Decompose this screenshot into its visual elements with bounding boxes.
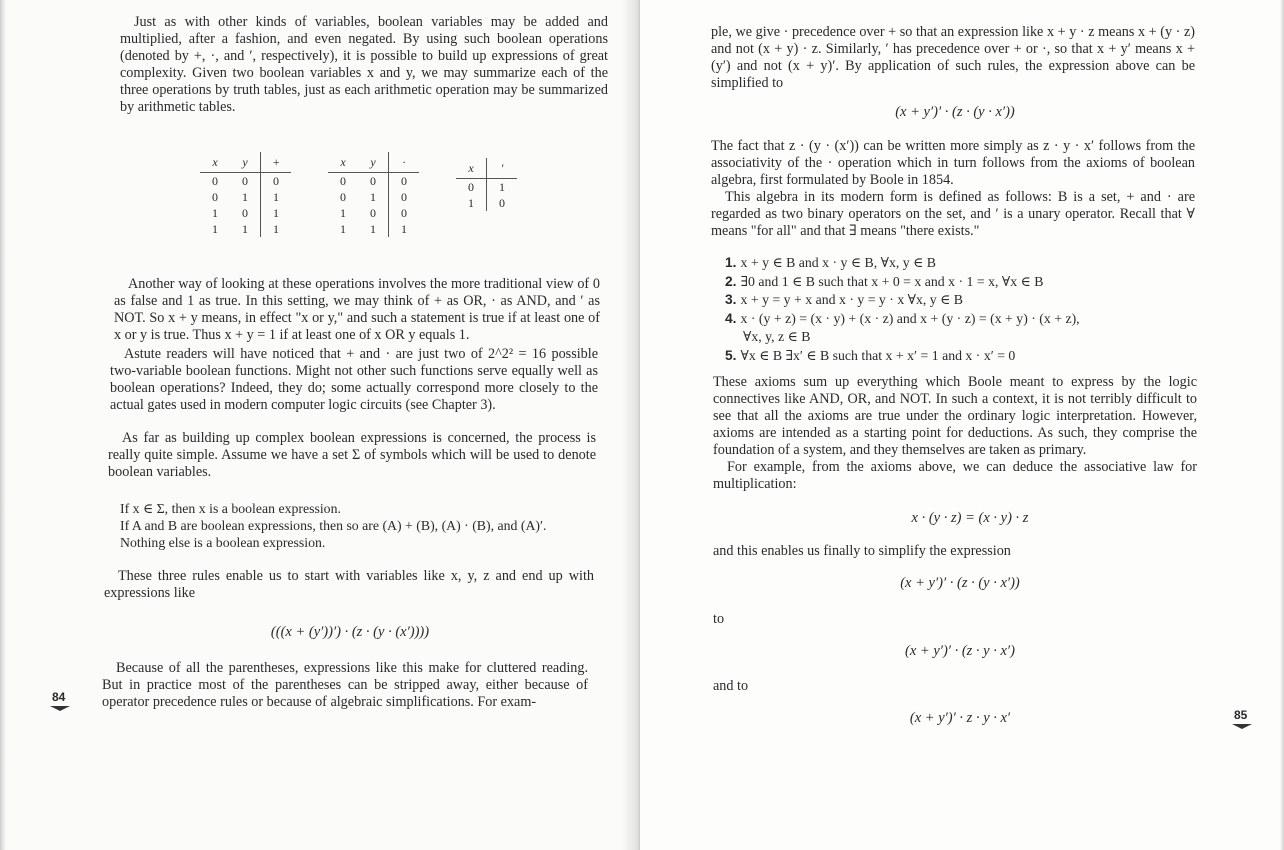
rule-item: If x ∈ Σ, then x is a boolean expression. xyxy=(120,501,341,516)
page-edge-shadow xyxy=(0,0,6,850)
word-to: to xyxy=(713,611,725,627)
expression-associative-law: x · (y · z) = (x · y) · z xyxy=(911,510,1029,526)
truth-table-not: x ′ 0 1 1 0 xyxy=(456,158,517,211)
left-page xyxy=(0,0,640,850)
expression-simplified-4: (x + y′)′ · z · y · x′ xyxy=(909,710,1011,726)
expression-simplified-1: (x + y′)′ · (z · (y · x′)) xyxy=(895,104,1015,120)
axiom-item: 5. ∀x ∈ B ∃x′ ∈ B such that x + x′ = 1 and x · x′ = 0 xyxy=(725,347,1016,363)
paragraph-for-example: For example, from the axioms above, we can deduce the associative law for multiplication: xyxy=(713,459,1197,492)
truth-table-or: x y + 0 0 0 0 1 1 1 0 1 1 1 1 xyxy=(200,152,291,237)
paragraph-another-way: Another way of looking at these operations involves the more traditional view of 0 as false and 1 as true. In this setting, we may think of + as OR, · as AND, and ′ as NOT. So x + y means, in effect "x or y," and such a statement is true if at least one of x or y is true. Thus x + y = 1 if at least one of x OR y equals 1. xyxy=(114,276,600,343)
rule-item: Nothing else is a boolean expression. xyxy=(120,535,326,550)
expression-simplified-3: (x + y′)′ · (z · y · x′) xyxy=(905,643,1015,659)
expression-simplified-2: (x + y′)′ · (z · (y · x′)) xyxy=(900,575,1020,591)
axiom-item: 1. x + y ∈ B and x · y ∈ B, ∀x, y ∈ B xyxy=(725,255,936,270)
page-number-mark-icon xyxy=(1232,724,1250,728)
axiom-item: 3. x + y = y + x and x · y = y · x ∀x, y ∈ B xyxy=(725,292,964,307)
axiom-list xyxy=(725,254,1225,365)
rule-item: If A and B are boolean expressions, then so are (A) + (B), (A) · (B), and (A)′. xyxy=(120,518,547,533)
page-number-mark-icon xyxy=(50,706,68,710)
expression-nested: (((x + (y′))′) · (z · (y · (x′)))) xyxy=(270,624,430,640)
paragraph-enables: and this enables us finally to simplify the expression xyxy=(713,543,1011,559)
paragraph-astute-readers: Astute readers will have noticed that + and · are just two of 2^2² = 16 possible two-variable boolean functions. Might not other such functions serve equally well as boolean operations? Indeed, they do; some actually correspond more closely to the actual gates used in modern computer logic circuits (see Chapter 3). xyxy=(110,346,598,413)
paragraph-three-rules: These three rules enable us to start with variables like x, y, z and end up with expressions like xyxy=(104,568,594,601)
paragraph-intro: Just as with other kinds of variables, boolean variables may be added and multiplied, after a fashion, and even negated. By using such boolean operations (denoted by +, ·, and ′, respectively), it is possible to build up expressions of great complexity. Given two boolean variables x and y, we may summarize each of the three operations by truth tables, just as each arithmetic operation may be summarized by arithmetic tables. xyxy=(120,14,608,115)
paragraph-axioms-sum: These axioms sum up everything which Boole meant to express by the logic connectives like AND, OR, and NOT. In such a context, it is not terribly difficult to see that all the axioms are true under the ordinary logic interpretation. However, axioms are intended as a starting point for deductions. As such, they comprise the foundation of a system, and they themselves are taken as primary. xyxy=(713,374,1197,458)
word-and-to: and to xyxy=(713,678,749,694)
paragraph-building-expressions: As far as building up complex boolean expressions is concerned, the process is really quite simple. Assume we have a set Σ of symbols which will be used to denote boolean variables. xyxy=(108,430,596,480)
boolean-expression-rules xyxy=(120,500,610,551)
page-edge-shadow xyxy=(1280,0,1284,850)
axiom-item: 4. x · (y + z) = (x · y) + (x · z) and x + (y · z) = (x + y) · (x + z), xyxy=(725,310,1080,326)
paragraph-modern-form: This algebra in its modern form is defined as follows: B is a set, + and · are regarded as two binary operators on the set, and ′ is a unary operator. Recall that ∀ means "for all" and that ∃ means "there exists." xyxy=(711,189,1195,239)
page-number-left: 84 xyxy=(52,690,66,704)
paragraph-because: Because of all the parentheses, expressions like this make for cluttered reading. But in practice most of the parentheses can be stripped away, either because of operator precedence rules or because of algebraic simplifications. For exam- xyxy=(102,660,588,710)
paragraph-precedence: ple, we give · precedence over + so that an expression like x + y · z means x + (y · z) and not (x + y) · z. Similarly, ′ has precedence over + or ·, so that x + y′ means x + (y′) and not (x + y)′. By application of such rules, the expression above can be simplified to xyxy=(711,24,1195,91)
page-number-right: 85 xyxy=(1234,708,1248,722)
truth-table-and: x y · 0 0 0 0 1 0 1 0 0 1 1 1 xyxy=(328,152,419,237)
axiom-item: 2. ∃0 and 1 ∈ B such that x + 0 = x and x · 1 = x, ∀x ∈ B xyxy=(725,273,1044,289)
axiom-item: ∀x, y, z ∈ B xyxy=(743,329,811,344)
right-page xyxy=(640,0,1284,850)
paragraph-associativity: The fact that z · (y · (x′)) can be written more simply as z · y · x′ follows from the associativity of the · operation which in turn follows from the axioms of boolean algebra, first formulated by Boole in 1854. xyxy=(711,138,1195,188)
